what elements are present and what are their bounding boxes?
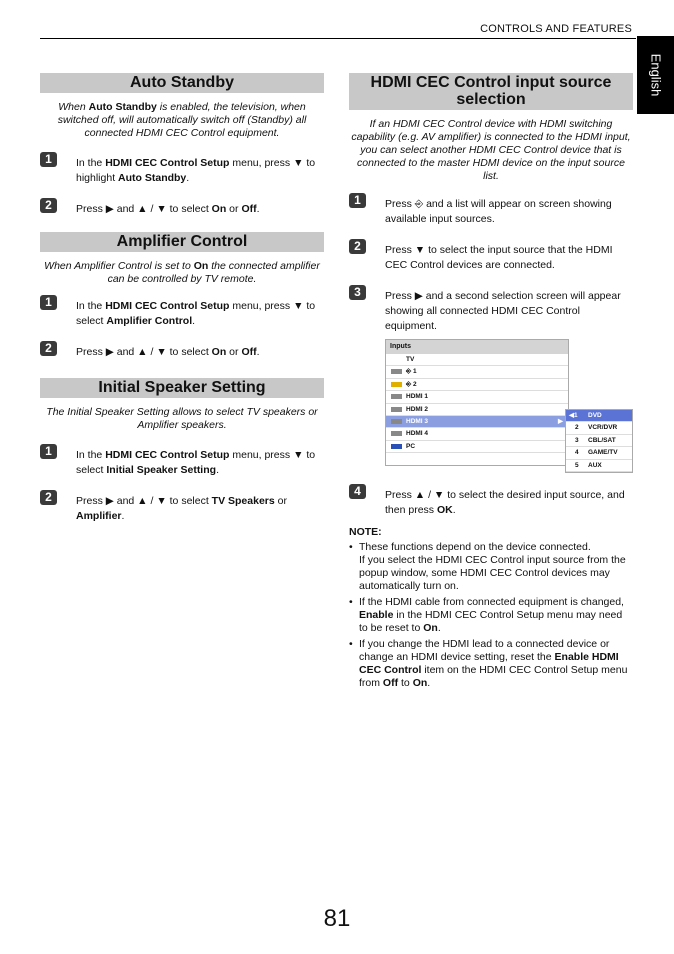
speaker-step-1: 1 In the HDMI CEC Control Setup menu, press ▼ to select Initial Speaker Setting. xyxy=(40,448,324,478)
input-row-hdmi3: HDMI 3 ▶ xyxy=(386,416,568,428)
step-number-icon: 4 xyxy=(349,484,366,499)
input-row-hdmi2: HDMI 2 xyxy=(386,404,568,416)
popup-row: 5 AUX xyxy=(566,460,632,472)
page-number: 81 xyxy=(323,905,351,932)
hdmi-icon xyxy=(391,419,402,424)
speaker-section xyxy=(40,378,324,524)
amplifier-intro: When Amplifier Control is set to On the connected amplifier can be controlled by TV remote. xyxy=(44,260,320,285)
auto-standby-intro: When Auto Standby is enabled, the television, when switched off, will automatically switch off (Standby) all connected HDMI CEC Control equipment. xyxy=(57,101,307,139)
inputs-screen xyxy=(385,339,569,466)
popup-row: 4 GAME/TV xyxy=(566,447,632,459)
step-number-icon: 1 xyxy=(349,193,366,208)
amplifier-step-2: 2 Press ▶ and ▲ / ▼ to select On or Off. xyxy=(40,345,324,360)
hdmi-icon xyxy=(391,394,402,399)
hdmi-icon xyxy=(391,407,402,412)
speaker-step-2: 2 Press ▶ and ▲ / ▼ to select TV Speakers or Amplifier. xyxy=(40,494,324,524)
note-title: NOTE: xyxy=(349,526,382,538)
cec-device-popup xyxy=(565,409,633,473)
inputs-title: Inputs xyxy=(386,340,568,354)
hdmi-icon xyxy=(391,431,402,436)
note-block xyxy=(349,526,633,690)
step-number-icon: 1 xyxy=(40,444,57,459)
input-source-intro: If an HDMI CEC Control device with HDMI switching capability (e.g. AV amplifier) is connected to the HDMI input, you can select another HDMI CEC Control device that is connected to the master HDMI device on the input source list. xyxy=(351,118,631,182)
popup-row: ◀1 DVD xyxy=(566,410,632,422)
step-number-icon: 1 xyxy=(40,295,57,310)
input-row-av1: ⎆ 1 xyxy=(386,366,568,378)
auto-standby-title: Auto Standby xyxy=(40,73,324,93)
note-item: • If the HDMI cable from connected equipment is changed, Enable in the HDMI CEC Control Setup menu may need to be reset to On. xyxy=(349,596,633,635)
popup-row: 3 CBL/SAT xyxy=(566,435,632,447)
input-row-tv: TV xyxy=(386,354,568,366)
language-tab-label: English xyxy=(648,53,663,97)
header-rule xyxy=(40,38,636,39)
step-number-icon: 3 xyxy=(349,285,366,300)
speaker-title: Initial Speaker Setting xyxy=(40,378,324,398)
language-tab xyxy=(637,36,674,114)
chevron-right-icon: ▶ xyxy=(558,417,563,425)
input-row-hdmi4: HDMI 4 xyxy=(386,428,568,440)
auto-standby-section xyxy=(40,73,324,217)
auto-standby-step-2: 2 Press ▶ and ▲ / ▼ to select On or Off. xyxy=(40,202,324,217)
input-source-step-1: 1 Press ⎆ and a list will appear on screen showing available input sources. xyxy=(349,197,633,227)
step-number-icon: 1 xyxy=(40,152,57,167)
input-source-title: HDMI CEC Control input source selection xyxy=(349,73,633,110)
input-row-pc: PC xyxy=(386,441,568,453)
step-number-icon: 2 xyxy=(349,239,366,254)
step-number-icon: 2 xyxy=(40,341,57,356)
pc-icon xyxy=(391,444,402,449)
step-number-icon: 2 xyxy=(40,490,57,505)
input-row-hdmi1: HDMI 1 xyxy=(386,391,568,403)
speaker-intro: The Initial Speaker Setting allows to select TV speakers or Amplifier speakers. xyxy=(46,406,318,431)
input-source-step-2: 2 Press ▼ to select the input source that the HDMI CEC Control devices are connected. xyxy=(349,243,633,273)
av-icon xyxy=(391,369,402,374)
note-item: • These functions depend on the device connected. If you select the HDMI CEC Control input source from the popup window, some HDMI CEC Control devices may automatically turn on. xyxy=(349,541,633,593)
step-number-icon: 2 xyxy=(40,198,57,213)
amplifier-title: Amplifier Control xyxy=(40,232,324,252)
input-source-step-4: 4 Press ▲ / ▼ to select the desired input source, and then press OK. xyxy=(349,488,633,518)
input-source-step-3: 3 Press ▶ and a second selection screen will appear showing all connected HDMI CEC Control equipment. xyxy=(349,289,633,334)
popup-row: 2 VCR/DVR xyxy=(566,422,632,434)
section-header: CONTROLS AND FEATURES xyxy=(480,23,632,35)
input-row-av2: ⎆ 2 xyxy=(386,379,568,391)
input-source-step-4-block xyxy=(349,484,633,693)
amplifier-step-1: 1 In the HDMI CEC Control Setup menu, press ▼ to select Amplifier Control. xyxy=(40,299,324,329)
input-source-section xyxy=(349,73,633,334)
auto-standby-step-1: 1 In the HDMI CEC Control Setup menu, press ▼ to highlight Auto Standby. xyxy=(40,156,324,186)
av-icon xyxy=(391,382,402,387)
amplifier-section xyxy=(40,232,324,360)
note-item: • If you change the HDMI lead to a connected device or change an HDMI device setting, reset the Enable HDMI CEC Control item on the HDMI CEC Control Setup menu from Off to On. xyxy=(349,638,633,690)
